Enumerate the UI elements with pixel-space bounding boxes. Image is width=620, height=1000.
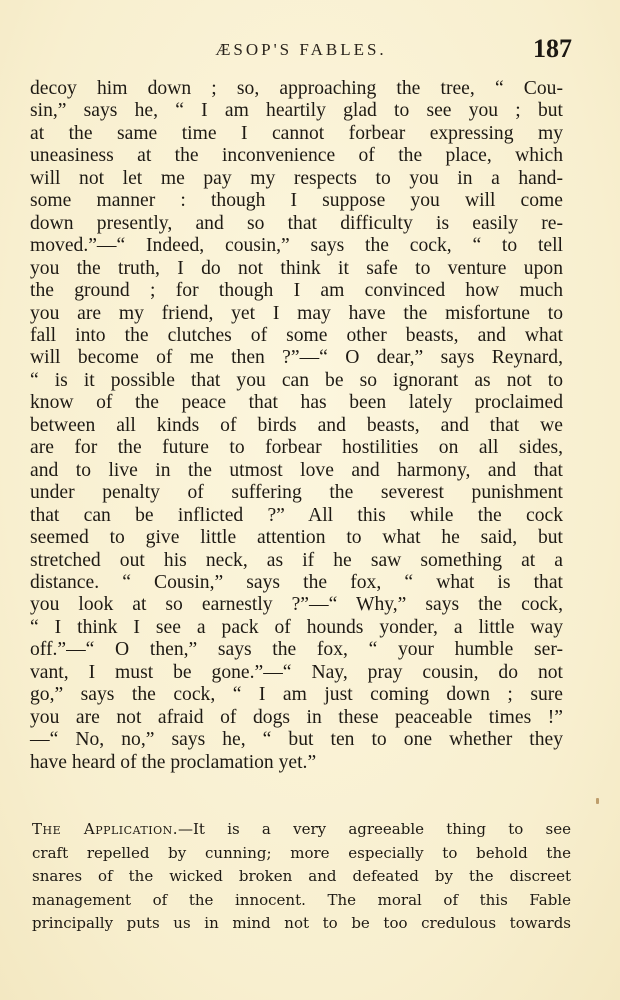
application-text: —It is a very agreeable thing to see [178,820,571,838]
application-paragraph [32,818,571,936]
text-line: some manner : though I suppose you will come [30,190,563,212]
application-line: principally puts us in mind not to be too credulous towards [32,914,571,933]
application-line: snares of the wicked broken and defeated by the discreet [32,867,571,886]
text-line: —“ No, no,” says he, “ but ten to one whether they [30,729,563,751]
text-line: vant, I must be gone.”—“ Nay, pray cousin, do not [30,661,563,683]
text-line: between all kinds of birds and beasts, and that we [30,414,563,436]
text-line: stretched out his neck, as if he saw something at a [30,549,563,571]
text-line: under penalty of suffering the severest punishment [30,482,563,504]
text-line: at the same time I cannot forbear expressing my [30,122,563,144]
text-line: “ I think I see a pack of hounds yonder, a little way [30,616,563,638]
text-line: moved.”—“ Indeed, cousin,” says the cock, “ to tell [30,235,563,257]
ink-speck [596,798,599,804]
text-line: you are not afraid of dogs in these peaceable times !” [30,706,563,728]
text-line: you the truth, I do not think it safe to venture upon [30,257,563,279]
page-number: 187 [533,34,572,63]
text-line: fall into the clutches of some other beasts, and what [30,324,563,346]
running-title: ÆSOP'S FABLES. [215,40,387,59]
text-line: down presently, and so that difficulty is easily re- [30,212,563,234]
text-line: the ground ; for though I am convinced how much [30,280,563,302]
text-line: know of the peace that has been lately proclaimed [30,392,563,414]
text-line: decoy him down ; so, approaching the tree, “ Cou- [30,78,563,99]
text-line: distance. “ Cousin,” says the fox, “ what is that [30,571,563,593]
fable-body-text [30,78,563,774]
text-line: go,” says the cock, “ I am just coming down ; sure [30,684,563,706]
text-line: will not let me pay my respects to you in a hand- [30,167,563,189]
text-line: and to live in the utmost love and harmony, and that [30,459,563,481]
text-line: uneasiness at the inconvenience of the place, which [30,145,563,167]
text-line: off.”—“ O then,” says the fox, “ your humble ser- [30,639,563,661]
text-line: will become of me then ?”—“ O dear,” says Reynard, [30,347,563,369]
application-heading: The Application. [32,820,178,838]
text-line: you look at so earnestly ?”—“ Why,” says the cock, [30,594,563,616]
text-line: you are my friend, yet I may have the misfortune to [30,302,563,324]
application-line: craft repelled by cunning; more especially to behold the [32,843,571,862]
text-line: that can be inflicted ?” All this while the cock [30,504,563,526]
text-line: sin,” says he, “ I am heartily glad to see you ; but [30,100,563,122]
application-line [32,818,571,842]
text-line: have heard of the proclamation yet.” [30,751,317,773]
text-line: are for the future to forbear hostilities on all sides, [30,437,563,459]
text-line: “ is it possible that you can be so ignorant as not to [30,369,563,391]
running-head [32,34,572,66]
application-line: management of the innocent. The moral of this Fable [32,890,571,909]
text-line: seemed to give little attention to what he said, but [30,527,563,549]
